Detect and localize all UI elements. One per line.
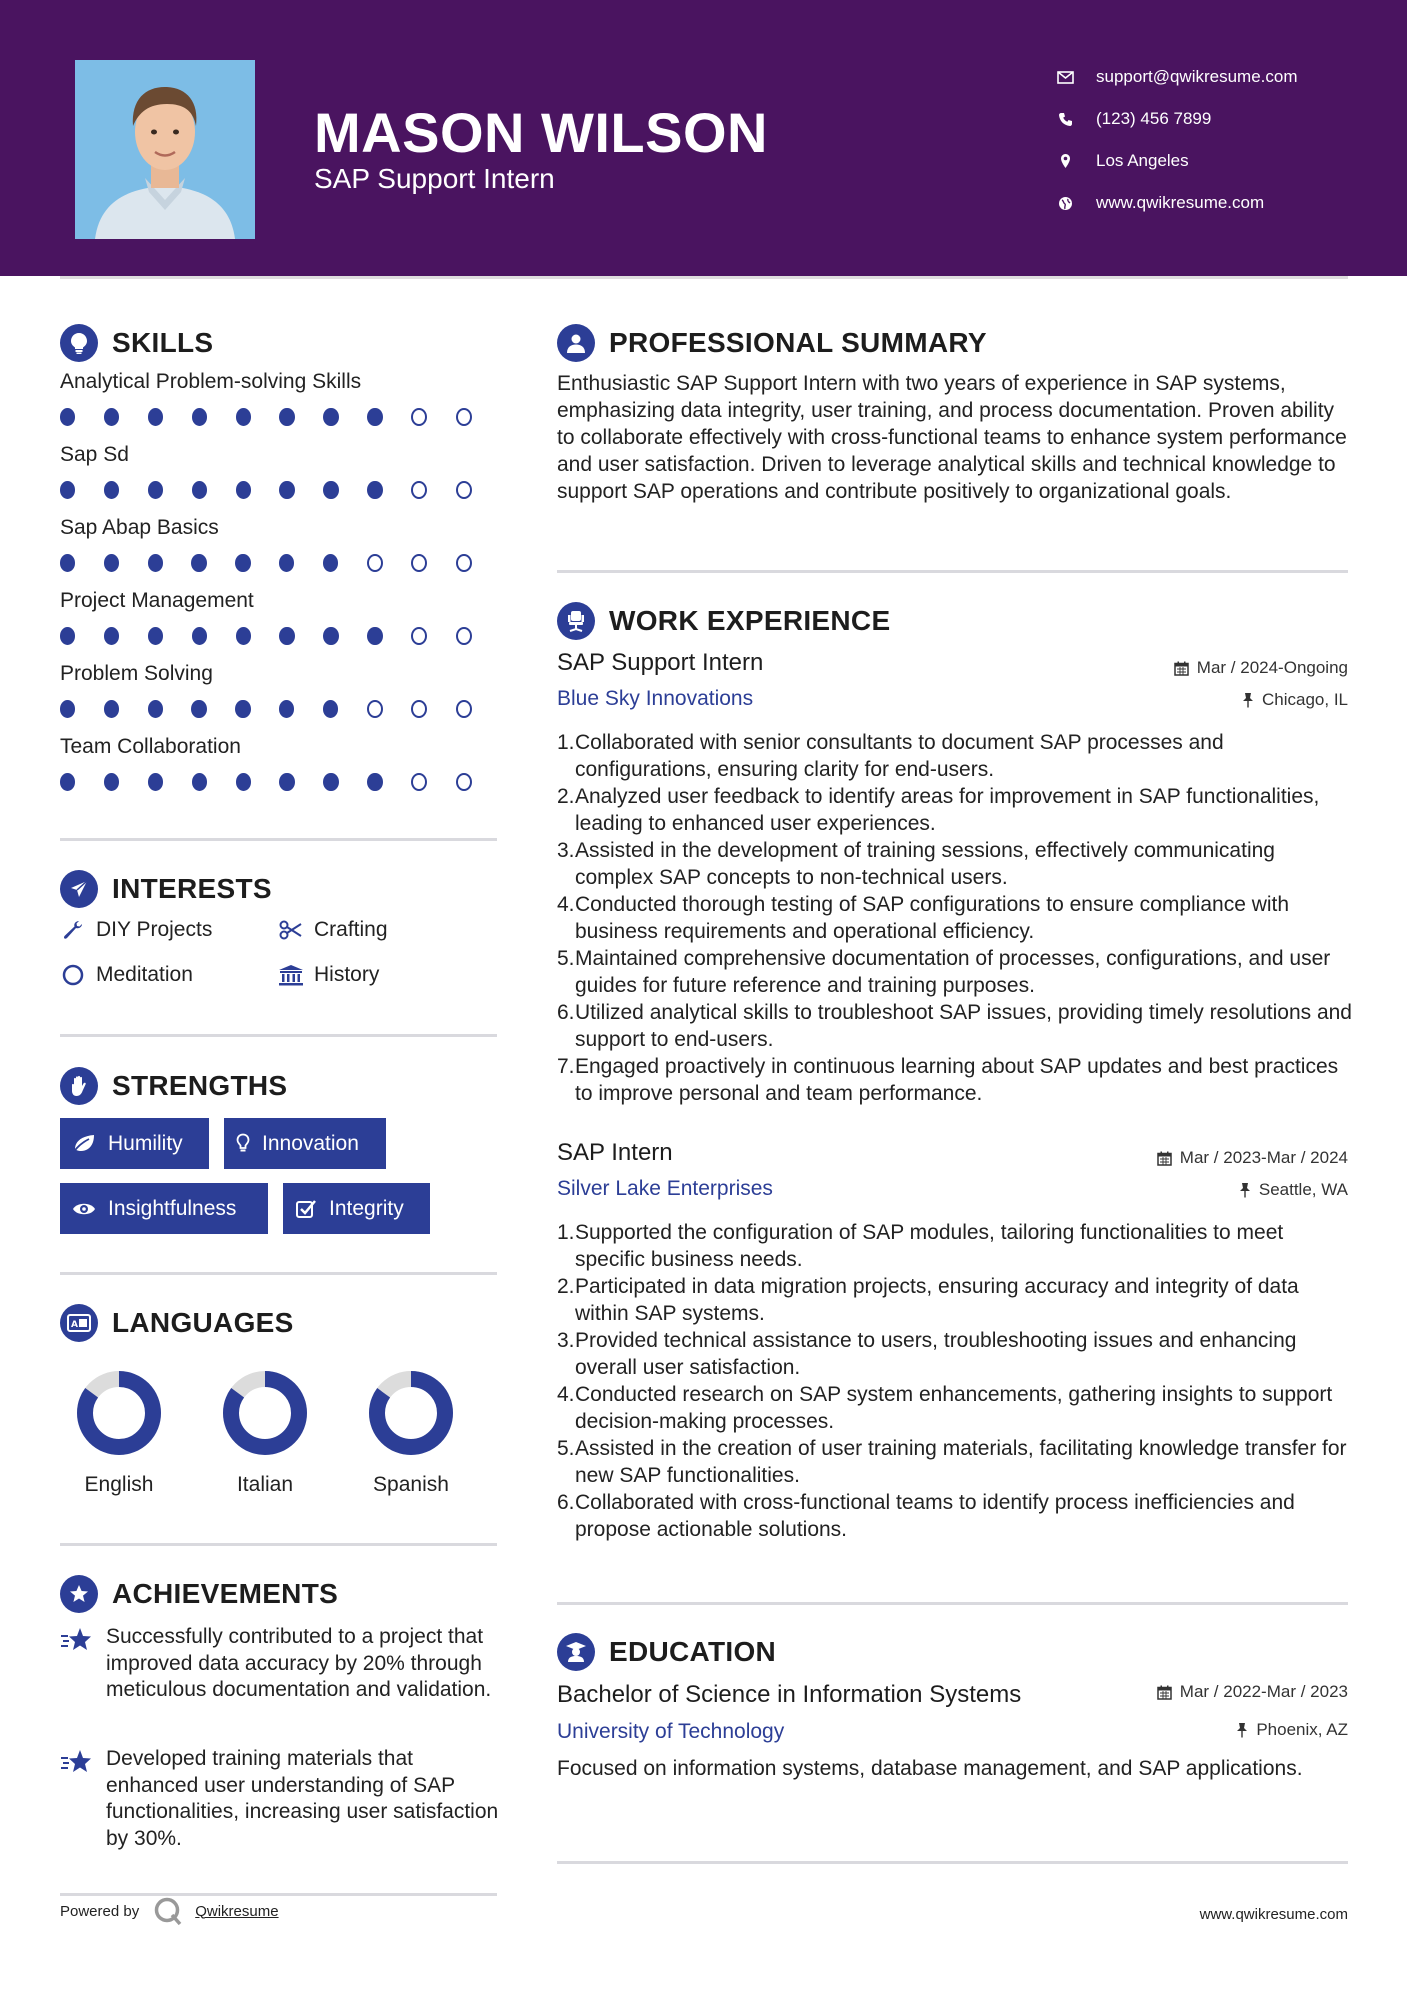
candidate-name: MASON WILSON bbox=[314, 101, 768, 164]
rating-dot-empty bbox=[456, 481, 472, 499]
calendar-icon bbox=[1157, 1685, 1172, 1700]
rating-dot-empty bbox=[411, 627, 427, 645]
interest-item: Meditation bbox=[60, 963, 193, 987]
list-item: 4. Conducted thorough testing of SAP configurations to ensure compliance with business requirements and operational efficiency. bbox=[557, 893, 1290, 943]
circle-icon bbox=[60, 964, 86, 986]
achievements-heading: ACHIEVEMENTS bbox=[60, 1575, 338, 1613]
rating-dot-filled bbox=[60, 627, 75, 645]
leaf-icon bbox=[72, 1134, 96, 1154]
rating-dot-filled bbox=[148, 700, 163, 718]
rating-dot-filled bbox=[323, 554, 338, 572]
contact-location: Los Angeles bbox=[1050, 140, 1298, 182]
rating-dot-filled bbox=[104, 554, 119, 572]
job-location: Chicago, IL bbox=[1242, 690, 1348, 710]
pushpin-icon bbox=[1239, 1182, 1251, 1198]
interest-item: History bbox=[278, 963, 379, 987]
eye-icon bbox=[72, 1201, 96, 1217]
strength-chip: Humility bbox=[60, 1118, 209, 1169]
rating-dot-filled bbox=[60, 554, 75, 572]
job-bullets bbox=[557, 729, 1357, 1107]
rating-dot-filled bbox=[191, 700, 206, 718]
job-title: SAP Intern bbox=[557, 1139, 673, 1166]
section-divider bbox=[557, 570, 1348, 573]
rating-dot-filled bbox=[104, 481, 119, 499]
education-heading: EDUCATION bbox=[557, 1633, 776, 1671]
list-item: 1. Collaborated with senior consultants to document SAP processes and configurations, ensuring clarity for end-users. bbox=[557, 731, 1224, 781]
strength-chip: Integrity bbox=[283, 1183, 430, 1234]
museum-icon bbox=[278, 964, 304, 986]
job-location: Seattle, WA bbox=[1239, 1180, 1348, 1200]
list-item: 6. Collaborated with cross-functional teams to identify process inefficiencies and propose actionable solutions. bbox=[557, 1491, 1295, 1541]
footer-website[interactable]: www.qwikresume.com bbox=[1199, 1906, 1348, 1923]
list-item: 2. Participated in data migration projects, ensuring accuracy and integrity of data within SAP systems. bbox=[557, 1275, 1299, 1325]
footer-powered-by: Powered by Qwikresume bbox=[60, 1896, 279, 1926]
section-divider bbox=[60, 1543, 497, 1546]
contact-website[interactable]: www.qwikresume.com bbox=[1050, 182, 1298, 224]
interests-heading: INTERESTS bbox=[60, 870, 272, 908]
rating-dot-empty bbox=[456, 408, 472, 426]
skill-item: Project Management bbox=[60, 589, 500, 645]
star-icon bbox=[60, 1624, 106, 1704]
rating-dot-filled bbox=[148, 481, 163, 499]
rating-dot-filled bbox=[148, 408, 163, 426]
rating-dot-filled bbox=[367, 627, 382, 645]
skill-rating bbox=[60, 700, 500, 718]
section-divider bbox=[60, 1272, 497, 1275]
list-item: 5. Maintained comprehensive documentation of processes, configurations, and user guides for future reference and training purposes. bbox=[557, 947, 1331, 997]
strength-chip: Insightfulness bbox=[60, 1183, 268, 1234]
list-item: 2. Analyzed user feedback to identify areas for improvement in SAP functionalities, leading to enhanced user experiences. bbox=[557, 785, 1320, 835]
profile-photo bbox=[75, 60, 255, 239]
wrench-icon bbox=[60, 919, 86, 941]
rating-dot-filled bbox=[104, 773, 119, 791]
rating-dot-filled bbox=[192, 408, 207, 426]
calendar-icon bbox=[1157, 1151, 1172, 1166]
achievement-item: Successfully contributed to a project that improved data accuracy by 20% through meticulous documentation and validation. bbox=[60, 1624, 500, 1704]
list-item: 4. Conducted research on SAP system enhancements, gathering insights to support decision-making processes. bbox=[557, 1383, 1333, 1433]
school-name: University of Technology bbox=[557, 1720, 785, 1743]
rating-dot-filled bbox=[104, 408, 119, 426]
rating-dot-filled bbox=[236, 773, 251, 791]
list-item: 3. Provided technical assistance to users, troubleshooting issues and enhancing overall user satisfaction. bbox=[557, 1329, 1297, 1379]
phone-icon bbox=[1050, 112, 1080, 127]
contact-email[interactable]: support@qwikresume.com bbox=[1050, 56, 1298, 98]
rating-dot-empty bbox=[411, 700, 427, 718]
star-icon bbox=[60, 1746, 106, 1852]
rating-dot-empty bbox=[367, 700, 383, 718]
section-divider bbox=[60, 838, 497, 841]
rating-dot-empty bbox=[456, 700, 472, 718]
rating-dot-filled bbox=[192, 773, 207, 791]
pushpin-icon bbox=[1236, 1722, 1248, 1738]
rating-dot-filled bbox=[104, 700, 119, 718]
job-dates: Mar / 2024-Ongoing bbox=[1174, 658, 1348, 678]
skill-item: Sap Sd bbox=[60, 443, 500, 499]
rating-dot-filled bbox=[279, 773, 294, 791]
summary-heading: PROFESSIONAL SUMMARY bbox=[557, 324, 987, 362]
rating-dot-filled bbox=[60, 481, 75, 499]
skill-rating bbox=[60, 627, 500, 645]
skill-item: Team Collaboration bbox=[60, 735, 500, 791]
graduate-icon bbox=[557, 1633, 595, 1671]
rating-dot-empty bbox=[456, 627, 472, 645]
rating-dot-filled bbox=[192, 481, 207, 499]
rating-dot-filled bbox=[148, 627, 163, 645]
rating-dot-empty bbox=[411, 554, 427, 572]
language-item: English bbox=[44, 1368, 194, 1497]
education-dates: Mar / 2022-Mar / 2023 bbox=[1157, 1682, 1348, 1702]
calendar-icon bbox=[1174, 661, 1189, 676]
footer-brand-link[interactable]: Qwikresume bbox=[195, 1902, 279, 1920]
header-divider bbox=[60, 276, 1348, 279]
job-company: Silver Lake Enterprises bbox=[557, 1177, 773, 1200]
rating-dot-filled bbox=[279, 700, 294, 718]
list-item: 3. Assisted in the development of training sessions, effectively communicating complex SAP concepts to non-technical users. bbox=[557, 839, 1275, 889]
skill-item: Analytical Problem-solving Skills bbox=[60, 370, 500, 426]
skill-rating bbox=[60, 481, 500, 499]
resume-header bbox=[0, 0, 1407, 276]
language-donut bbox=[220, 1368, 310, 1458]
experience-heading: WORK EXPERIENCE bbox=[557, 602, 890, 640]
education-description: Focused on information systems, database management, and SAP applications. bbox=[557, 1757, 1303, 1780]
rating-dot-filled bbox=[60, 773, 75, 791]
rating-dot-filled bbox=[323, 481, 338, 499]
rating-dot-filled bbox=[235, 700, 250, 718]
skill-rating bbox=[60, 408, 500, 426]
rating-dot-empty bbox=[411, 481, 427, 499]
achievement-item: Developed training materials that enhanced user understanding of SAP functionalities, increasing user satisfaction by 30%. bbox=[60, 1746, 500, 1852]
list-item: 1. Supported the configuration of SAP modules, tailoring functionalities to meet specific business needs. bbox=[557, 1221, 1284, 1271]
rating-dot-empty bbox=[411, 773, 427, 791]
strength-chip: Innovation bbox=[224, 1118, 386, 1169]
envelope-icon bbox=[1050, 71, 1080, 84]
interest-item: Crafting bbox=[278, 918, 388, 942]
interest-item: DIY Projects bbox=[60, 918, 212, 942]
section-divider bbox=[557, 1602, 1348, 1605]
strengths-heading: STRENGTHS bbox=[60, 1067, 287, 1105]
rating-dot-filled bbox=[148, 773, 163, 791]
job-bullets bbox=[557, 1219, 1357, 1543]
user-icon bbox=[557, 324, 595, 362]
skill-rating bbox=[60, 773, 500, 791]
contact-list bbox=[1050, 56, 1298, 224]
language-donut bbox=[366, 1368, 456, 1458]
rating-dot-filled bbox=[367, 481, 382, 499]
rating-dot-filled bbox=[279, 627, 294, 645]
hand-icon bbox=[60, 1067, 98, 1105]
svg-text:A: A bbox=[71, 1320, 78, 1330]
qwikresume-logo-icon bbox=[153, 1896, 183, 1926]
rating-dot-empty bbox=[411, 408, 427, 426]
contact-phone[interactable]: (123) 456 7899 bbox=[1050, 98, 1298, 140]
job-title: SAP Support Intern bbox=[557, 649, 764, 676]
rating-dot-filled bbox=[60, 408, 75, 426]
globe-icon bbox=[1050, 196, 1080, 211]
language-item: Italian bbox=[190, 1368, 340, 1497]
rating-dot-filled bbox=[367, 773, 382, 791]
rating-dot-filled bbox=[323, 627, 338, 645]
language-donut bbox=[74, 1368, 164, 1458]
scissors-icon bbox=[278, 920, 304, 940]
rating-dot-filled bbox=[323, 408, 338, 426]
checkbox-icon bbox=[295, 1198, 317, 1220]
rating-dot-filled bbox=[279, 408, 294, 426]
rating-dot-filled bbox=[279, 481, 294, 499]
rating-dot-empty bbox=[456, 554, 472, 572]
job-dates: Mar / 2023-Mar / 2024 bbox=[1157, 1148, 1348, 1168]
section-divider bbox=[60, 1034, 497, 1037]
rating-dot-filled bbox=[323, 773, 338, 791]
list-item: 6. Utilized analytical skills to troubleshoot SAP issues, providing timely resolutions and support to end-users. bbox=[557, 1001, 1352, 1051]
degree-title: Bachelor of Science in Information Systems bbox=[557, 1681, 1022, 1708]
skill-item: Problem Solving bbox=[60, 662, 500, 718]
skill-rating bbox=[60, 554, 500, 572]
rating-dot-filled bbox=[104, 627, 119, 645]
rating-dot-filled bbox=[279, 554, 294, 572]
lightbulb-icon bbox=[60, 324, 98, 362]
language-item: Spanish bbox=[336, 1368, 486, 1497]
map-pin-icon bbox=[1050, 153, 1080, 169]
star-badge-icon bbox=[60, 1575, 98, 1613]
pushpin-icon bbox=[1242, 692, 1254, 708]
paper-plane-icon bbox=[60, 870, 98, 908]
rating-dot-empty bbox=[367, 554, 383, 572]
rating-dot-filled bbox=[236, 627, 251, 645]
summary-text: Enthusiastic SAP Support Intern with two years of experience in SAP systems, emphasizing data integrity, user training, and process documentation. Proven ability to collaborate effectively with cross-functional teams to enhance system performance and user satisfaction. Driven to leverage analytical skills and technical knowledge to support SAP operations and contribute positively to organizational goals. bbox=[557, 372, 1347, 503]
section-divider bbox=[557, 1861, 1348, 1864]
rating-dot-filled bbox=[236, 481, 251, 499]
rating-dot-filled bbox=[60, 700, 75, 718]
rating-dot-filled bbox=[323, 700, 338, 718]
education-location: Phoenix, AZ bbox=[1236, 1720, 1348, 1740]
rating-dot-filled bbox=[192, 627, 207, 645]
rating-dot-filled bbox=[191, 554, 206, 572]
rating-dot-filled bbox=[235, 554, 250, 572]
languages-heading: A LANGUAGES bbox=[60, 1304, 294, 1342]
office-chair-icon bbox=[557, 602, 595, 640]
rating-dot-empty bbox=[456, 773, 472, 791]
rating-dot-filled bbox=[367, 408, 382, 426]
language-card-icon bbox=[60, 1304, 98, 1342]
job-company: Blue Sky Innovations bbox=[557, 687, 754, 710]
skill-item: Sap Abap Basics bbox=[60, 516, 500, 572]
list-item: 5. Assisted in the creation of user training materials, facilitating knowledge transfer for new SAP functionalities. bbox=[557, 1437, 1347, 1487]
list-item: 7. Engaged proactively in continuous learning about SAP updates and best practices to improve personal and team performance. bbox=[557, 1055, 1339, 1105]
lightbulb-icon bbox=[236, 1133, 250, 1155]
rating-dot-filled bbox=[236, 408, 251, 426]
candidate-role: SAP Support Intern bbox=[314, 163, 555, 194]
skills-heading: SKILLS bbox=[60, 324, 213, 362]
rating-dot-filled bbox=[148, 554, 163, 572]
